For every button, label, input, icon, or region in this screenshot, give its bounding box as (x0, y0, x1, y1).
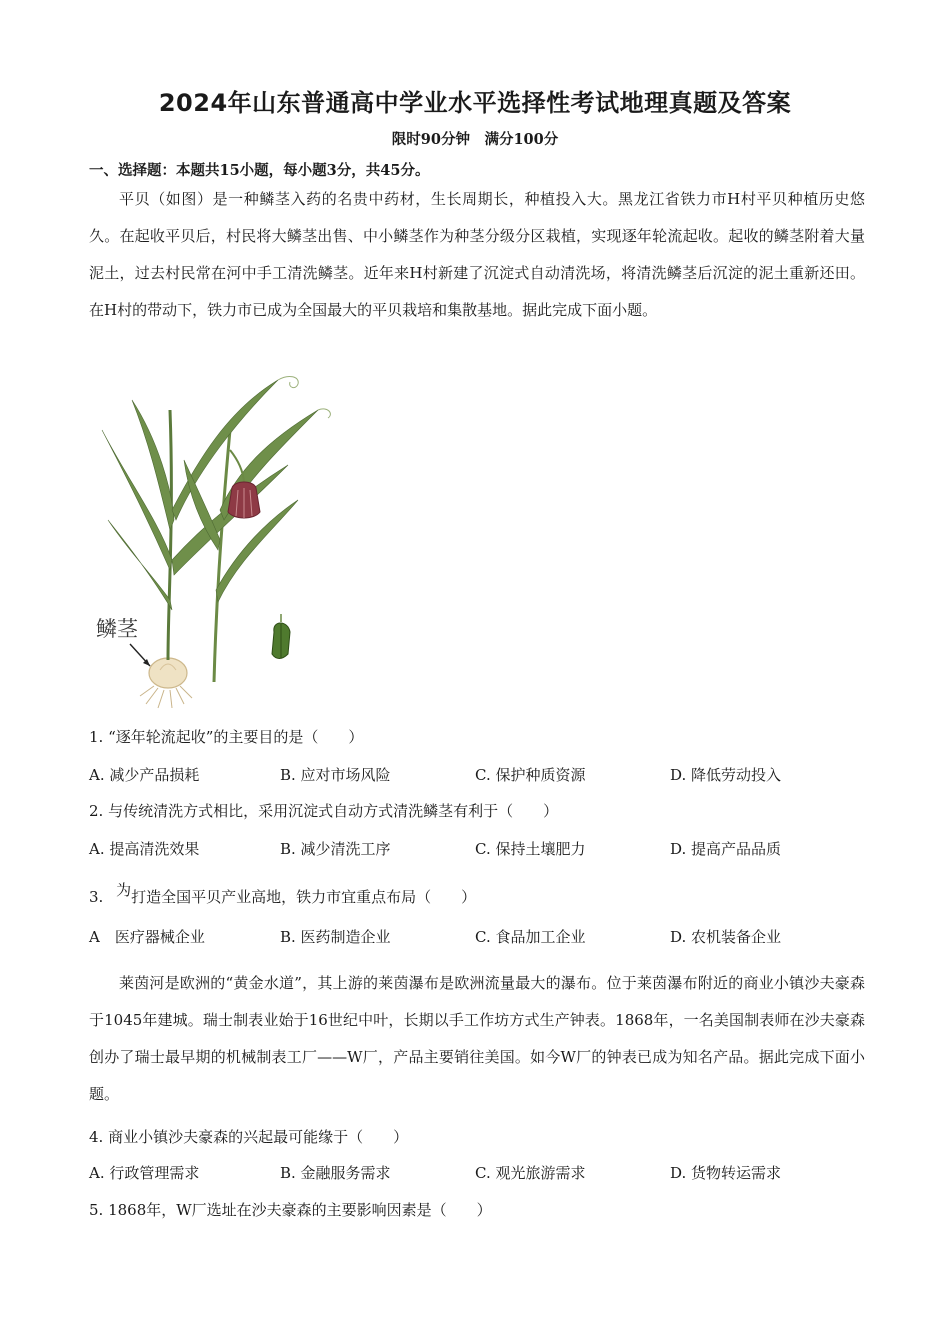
flower-shape (228, 482, 260, 518)
q2-option-d: D. 提高产品品质 (670, 840, 782, 858)
page-title: 2024年山东普通高中学业水平选择性考试地理真题及答案 (158, 89, 792, 117)
q4-option-c: C. 观光旅游需求 (475, 1164, 586, 1182)
exam-time-score: 限时90分钟 满分100分 (391, 131, 559, 148)
fritillaria-figure (88, 370, 338, 715)
seed-capsule (272, 614, 290, 659)
q1-option-c: C. 保护种质资源 (475, 766, 586, 784)
q4-option-b: B. 金融服务需求 (280, 1164, 391, 1182)
q4-option-d: D. 货物转运需求 (670, 1164, 782, 1182)
section-heading: 一、选择题：本题共15小题，每小题3分，共45分。 (89, 162, 430, 179)
q2-option-a: A. 提高清洗效果 (89, 840, 200, 858)
question-4-stem: 4. 商业小镇沙夫豪森的兴起最可能缘于（ ） (89, 1128, 409, 1146)
q2-option-c: C. 保持土壤肥力 (475, 840, 586, 858)
question-5-stem: 5. 1868年，W厂选址在沙夫豪森的主要影响因素是（ ） (89, 1201, 492, 1219)
q3-option-c: C. 食品加工企业 (475, 928, 586, 946)
question-3-stem (89, 881, 477, 907)
q3-raised-char: 为 (116, 881, 132, 899)
q1-option-a: A. 减少产品损耗 (89, 766, 200, 784)
q1-option-d: D. 降低劳动投入 (670, 766, 782, 784)
q1-option-b: B. 应对市场风险 (280, 766, 391, 784)
q3-option-d: D. 农机装备企业 (670, 928, 782, 946)
q4-option-a: A. 行政管理需求 (89, 1164, 200, 1182)
bulb-shape (149, 658, 187, 688)
question-2-stem: 2. 与传统清洗方式相比，采用沉淀式自动方式清洗鳞茎有利于（ ） (89, 802, 559, 820)
q3-number: 3. (89, 888, 104, 906)
q3-stem-text: 打造全国平贝产业高地，铁力市宜重点布局（ ） (131, 888, 477, 906)
passage-1: 平贝（如图）是一种鳞茎入药的名贵中药材，生长周期长，种植投入大。黑龙江省铁力市H村平贝种植历史悠久。在起收平贝后，村民将大鳞茎出售、中小鳞茎作为种茎分级分区栽植，实现逐年轮流起收。起收的鳞茎附着大量泥土，过去村民常在河中手工清洗鳞茎。近年来H村新建了沉淀式自动清洗场，将清洗鳞茎后沉淀的泥土重新还田。在H村的带动下，铁力市已成为全国最大的平贝栽培和集散基地。据此完成下面小题。 (89, 190, 865, 319)
q2-option-b: B. 减少清洗工序 (280, 840, 391, 858)
passage-2: 莱茵河是欧洲的“黄金水道”，其上游的莱茵瀑布是欧洲流量最大的瀑布。位于莱茵瀑布附近的商业小镇沙夫豪森于1045年建城。瑞士制表业始于16世纪中叶，长期以手工作坊方式生产钟表。1868年，一名美国制表师在沙夫豪森创办了瑞士最早期的机械制表工厂——W厂，产品主要销往美国。如今W厂的钟表已成为知名产品。据此完成下面小题。 (89, 974, 865, 1103)
q3-option-b: B. 医药制造企业 (280, 928, 391, 946)
bulb-label: 鳞茎 (96, 617, 138, 641)
question-1-stem: 1. “逐年轮流起收”的主要目的是（ ） (89, 728, 364, 746)
q3-option-a: A 医疗器械企业 (89, 928, 205, 946)
